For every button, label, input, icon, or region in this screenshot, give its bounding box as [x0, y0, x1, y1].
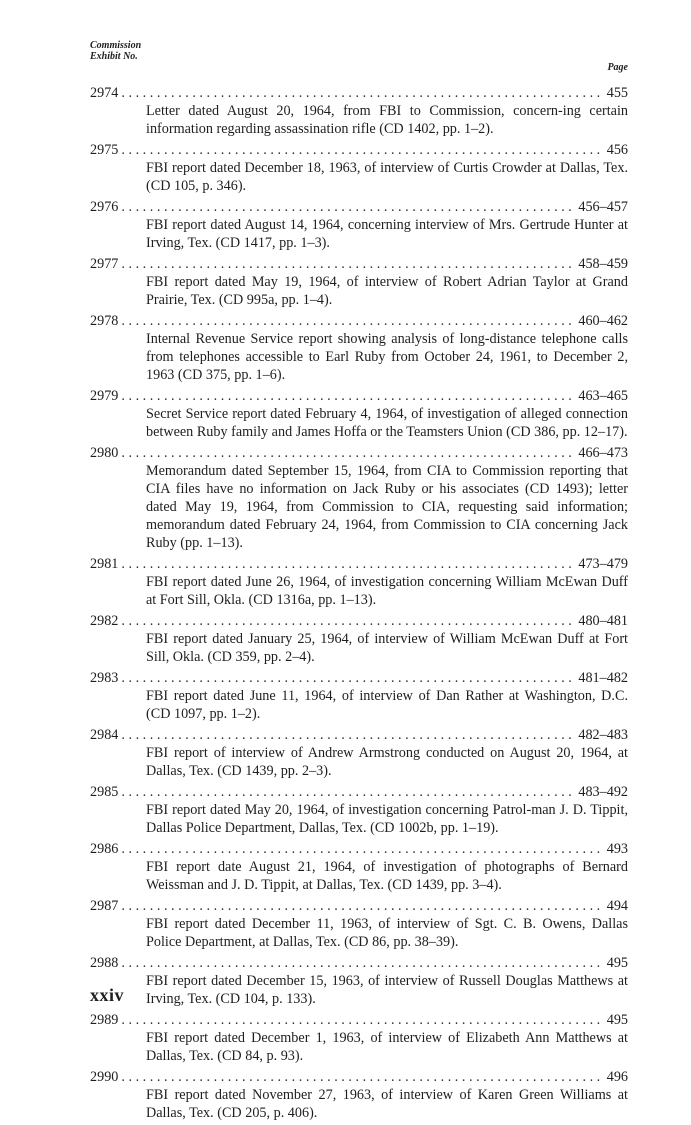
page-range: 481–482 — [578, 670, 628, 686]
entry-leader-line — [90, 669, 628, 687]
dot-leader — [121, 255, 575, 273]
exhibit-description: FBI report dated June 26, 1964, of investigation concerning William McEwan Duff at Fort Sill, Okla. (CD 1316a, pp. 1–13). — [146, 574, 628, 608]
exhibit-entry — [90, 1068, 628, 1122]
exhibit-entry — [90, 444, 628, 552]
entry-leader-line — [90, 387, 628, 405]
exhibit-entry — [90, 954, 628, 1008]
dot-leader — [121, 612, 575, 630]
exhibit-description: FBI report dated December 11, 1963, of interview of Sgt. C. B. Owens, Dallas Police Department, at Dallas, Tex. (CD 86, pp. 38–39). — [146, 916, 628, 950]
page-range: 456 — [606, 142, 628, 158]
document-page — [90, 40, 628, 1125]
exhibit-number: 2990 — [90, 1069, 119, 1085]
exhibit-entry — [90, 198, 628, 252]
exhibit-entry — [90, 387, 628, 441]
dot-leader — [121, 198, 575, 216]
dot-leader — [121, 954, 603, 972]
exhibit-description: FBI report dated January 25, 1964, of interview of William McEwan Duff at Fort Sill, Okla. (CD 359, pp. 2–4). — [146, 631, 628, 665]
entry-leader-line — [90, 726, 628, 744]
exhibit-description: FBI report dated May 19, 1964, of interview of Robert Adrian Taylor at Grand Prairie, Tex. (CD 995a, pp. 1–4). — [146, 274, 628, 308]
dot-leader — [121, 387, 575, 405]
exhibit-column-label — [90, 40, 141, 62]
exhibit-entry — [90, 255, 628, 309]
dot-leader — [121, 555, 575, 573]
exhibit-number: 2983 — [90, 670, 119, 686]
page-range: 466–473 — [578, 445, 628, 461]
exhibit-number: 2986 — [90, 841, 119, 857]
dot-leader — [121, 444, 575, 462]
exhibit-entry — [90, 141, 628, 195]
exhibit-description: FBI report dated May 20, 1964, of investigation concerning Patrol-man J. D. Tippit, Dallas Police Department, Dallas, Tex. (CD 1002b, pp. 1–19). — [146, 802, 628, 836]
entry-leader-line — [90, 141, 628, 159]
header-commission: Commission — [90, 40, 142, 51]
exhibit-number: 2989 — [90, 1012, 119, 1028]
exhibit-description: Internal Revenue Service report showing analysis of long-distance telephone calls from telephones accessible to Earl Ruby from October 24, 1961, to December 2, 1963 (CD 375, pp. 1–6). — [146, 331, 628, 383]
page-range: 480–481 — [578, 613, 628, 629]
page-range: 460–462 — [578, 313, 628, 329]
exhibit-entry — [90, 669, 628, 723]
entry-leader-line — [90, 783, 628, 801]
entry-leader-line — [90, 897, 628, 915]
page-range: 458–459 — [578, 256, 628, 272]
exhibit-entry — [90, 726, 628, 780]
entry-leader-line — [90, 1011, 628, 1029]
page-range: 483–492 — [578, 784, 628, 800]
dot-leader — [121, 141, 603, 159]
entry-leader-line — [90, 555, 628, 573]
exhibit-number: 2980 — [90, 445, 119, 461]
exhibit-number: 2978 — [90, 313, 119, 329]
entry-leader-line — [90, 312, 628, 330]
exhibit-description: FBI report dated November 27, 1963, of interview of Karen Green Williams at Dallas, Tex. (CD 205, p. 406). — [146, 1087, 628, 1121]
exhibit-number: 2979 — [90, 388, 119, 404]
exhibit-description: Secret Service report dated February 4, 1964, of investigation of alleged connection between Ruby family and James Hoffa or the Teamsters Union (CD 386, pp. 12–17). — [146, 406, 628, 440]
page-range: 463–465 — [578, 388, 628, 404]
exhibit-number: 2974 — [90, 85, 119, 101]
dot-leader — [121, 1011, 603, 1029]
exhibit-description: FBI report dated December 18, 1963, of interview of Curtis Crowder at Dallas, Tex. (CD 105, p. 346). — [146, 160, 628, 194]
exhibit-entry — [90, 612, 628, 666]
exhibit-entry — [90, 312, 628, 384]
exhibit-description: FBI report dated December 15, 1963, of interview of Russell Douglas Matthews at Irving, Tex. (CD 104, p. 133). — [146, 973, 628, 1007]
exhibit-description: FBI report dated June 11, 1964, of interview of Dan Rather at Washington, D.C. (CD 1097, pp. 1–2). — [146, 688, 628, 722]
dot-leader — [121, 1068, 603, 1086]
page-range: 495 — [606, 955, 628, 971]
page-range: 496 — [606, 1069, 628, 1085]
entry-leader-line — [90, 954, 628, 972]
page-column-label: Page — [607, 62, 628, 73]
entry-leader-line — [90, 444, 628, 462]
exhibit-number: 2977 — [90, 256, 119, 272]
exhibit-number: 2982 — [90, 613, 119, 629]
page-range: 495 — [606, 1012, 628, 1028]
header-exhibit-no: Exhibit No. — [90, 51, 138, 62]
exhibit-entry — [90, 555, 628, 609]
page-range: 494 — [606, 898, 628, 914]
exhibit-number: 2981 — [90, 556, 119, 572]
exhibit-number: 2988 — [90, 955, 119, 971]
exhibit-number: 2975 — [90, 142, 119, 158]
dot-leader — [121, 897, 603, 915]
exhibit-number: 2985 — [90, 784, 119, 800]
dot-leader — [121, 840, 603, 858]
exhibit-number: 2987 — [90, 898, 119, 914]
page-range: 455 — [606, 85, 628, 101]
exhibit-description: Letter dated August 20, 1964, from FBI to Commission, concern-ing certain information regarding assassination rifle (CD 1402, pp. 1–2). — [146, 103, 628, 137]
entry-leader-line — [90, 84, 628, 102]
dot-leader — [121, 726, 575, 744]
exhibit-description: FBI report dated December 1, 1963, of interview of Elizabeth Ann Matthews at Dallas, Tex. (CD 84, p. 93). — [146, 1030, 628, 1064]
exhibit-description: FBI report of interview of Andrew Armstrong conducted on August 20, 1964, at Dallas, Tex. (CD 1439, pp. 2–3). — [146, 745, 628, 779]
entry-leader-line — [90, 255, 628, 273]
entry-leader-line — [90, 612, 628, 630]
dot-leader — [121, 312, 575, 330]
column-header — [90, 40, 628, 84]
dot-leader — [121, 669, 575, 687]
page-range: 482–483 — [578, 727, 628, 743]
exhibit-entry — [90, 84, 628, 138]
exhibit-description: Memorandum dated September 15, 1964, from CIA to Commission reporting that CIA files have no information on Jack Ruby or his associates (CD 1493); letter dated May 19, 1964, from Commission to CIA, requesting said information; memorandum dated February 24, 1964, from Commission to CIA concerning Jack Ruby (pp. 1–13). — [146, 463, 628, 551]
exhibit-description: FBI report dated August 14, 1964, concerning interview of Mrs. Gertrude Hunter at Irving, Tex. (CD 1417, pp. 1–3). — [146, 217, 628, 251]
exhibit-entry — [90, 783, 628, 837]
exhibit-description: FBI report date August 21, 1964, of investigation of photographs of Bernard Weissman and J. D. Tippit, at Dallas, Tex. (CD 1439, pp. 3–4). — [146, 859, 628, 893]
exhibit-entry — [90, 1011, 628, 1065]
page-range: 473–479 — [578, 556, 628, 572]
page-number: xxiv — [90, 985, 125, 1005]
exhibit-number: 2984 — [90, 727, 119, 743]
entry-leader-line — [90, 840, 628, 858]
entry-leader-line — [90, 1068, 628, 1086]
exhibit-list — [90, 84, 628, 1122]
dot-leader — [121, 84, 603, 102]
exhibit-entry — [90, 840, 628, 894]
entry-leader-line — [90, 198, 628, 216]
dot-leader — [121, 783, 575, 801]
exhibit-entry — [90, 897, 628, 951]
page-range: 456–457 — [578, 199, 628, 215]
exhibit-number: 2976 — [90, 199, 119, 215]
page-range: 493 — [606, 841, 628, 857]
